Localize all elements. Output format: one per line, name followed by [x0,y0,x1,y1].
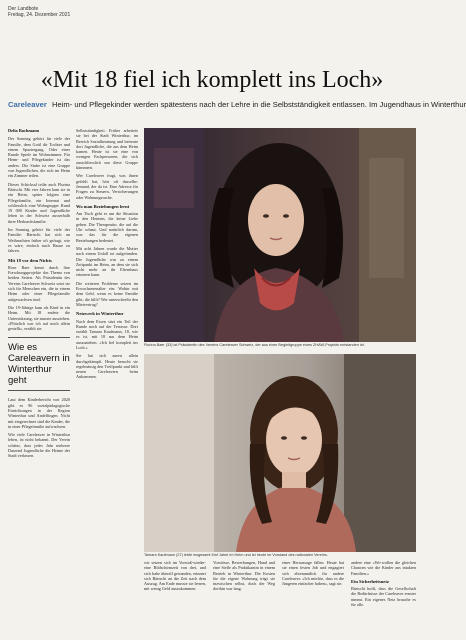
section-heading: Mit 18 vor dem Nichts [8,257,52,263]
headline: «Mit 18 fiel ich komplett ins Loch» [40,67,384,93]
paragraph: Vorstösse, Bewerbungen, Hand und eine Stelle als Praktikantin in einem Betrieb in Winterthur. Die Kosten für die eigene Wohnung trägt sie inzwischen selbst, doch der Weg dorthin war lang. [213,560,275,592]
paragraph: Dieses Schicksal teilte auch Flurina Bärtschi. Mit vier Jahren kam sie in ein Heim, später folgten eine Pflegefamilie, ein Internat und schliesslich eine Wohngruppe. Rund 19 000 Kinder und Jugendliche leben in der Schweiz ausserhalb ihrer Herkunftsfamilie. [8,181,70,224]
paragraph: Sie hat sich zuerst allein durchgekämpft. Heute besucht sie regelmässig den Treffpunkt und hilft neuen Careleavern beim Ankommen. [76,353,138,380]
article-column-1 [8,128,70,628]
paragraph: Der Sonntag gehört für viele der Familie, dem Gottl dir Tochter und einem Spaziergang. Oder einer Runde Spiele im Wohnzimmer. Für Heim- und Pflegekinder ist das anders. Die Stube ist eine Gruppe von Jugendlichen, die sich im Heim ein Zimmer teilen. [8,136,70,179]
author-byline: Delia Bachmann [8,128,40,133]
portrait-photo-1 [144,128,416,342]
subhead [8,100,466,110]
paragraph: Mit acht Jahren wurde die Mutter nach einem Unfall tot aufgefunden. Die Jugendliche war zu einem Zeitpunkt im Heim, an dem sie sich nicht mehr an ihr Elternhaus erinnern kann. [76,245,138,278]
section-heading: Wo man Beziehungen lernt [76,203,130,209]
paragraph: Nach dem Essen sitzt ein Teil der Runde noch auf der Terrasse. Dort erzählt Tamara Kaufmann, 18, wie es ist, mit 18 aus dem Heim auszuziehen. «Ich fiel komplett ins Loch.» [76,318,138,350]
photo-caption-2: Tamara Kaufmann (27) lebte insgesamt fünf Jahre im Heim und ist heute im Vorstand des nationalen Vereins. [144,553,328,557]
paragraph: Rose Baer kennt durch ihre Forschungsprojekte das Thema von beiden Seiten. Als Präsidentin des Vereins Careleaver Schweiz setzt sie sich für Menschen ein, die in einem Heim oder einer Pflegefamilie aufgewachsen sind. [8,264,70,302]
section-heading: Ein Sicherheitsnetz [351,578,389,584]
article-column-2 [76,128,138,628]
portrait-photo-2 [144,354,416,552]
paragraph: Selbstständigkeit. Früher arbeitete sie bei der Stadt Winterthur, im Bereich Sozialberatung und betreute dort Jugendliche, die aus dem Heim kamen. Heute ist sie eine von wenigen Fachpersonen, die sich ausschliesslich um diese Gruppe kümmern. [76,128,138,171]
issue-date: Freitag, 24. Dezember 2021 [8,12,71,18]
paragraph: Die 19-Jährige kam als Kind in ein Heim. Mit 18 endete die Unterstützung, sie musste ausziehen. «Plötzlich war ich auf mich allein gestellt», erzählt sie. [8,304,70,332]
paragraph: andere eine «Wo-wollen die gleichen Chancen wie die Kinder aus intakten Familien.» [351,560,416,576]
paper-name: Der Landbote [8,6,39,12]
paragraph: Am Tisch geht es um die Situation in den Heimen, die keine Liebe geben. Die Therapeutin, die auf die Uhr schaut. Und natürlich darum, was das für die eigenen Beziehungen bedeutet. [76,211,138,243]
subhead-text: Heim- und Pflegekinder werden spätestens nach der Lehre in die Selbstständigkeit entlassen. Im Jugendhaus in Winterthur [51,100,466,109]
article-column-5 [282,560,344,636]
kicker: Careleaver [8,100,47,109]
article-column-6 [351,560,416,636]
paragraph: Bärtschi hofft, dass die Gesellschaft die Bedürfnisse der Careleaver ernster nimmt. Ein eigenes Netz brauche es für alle. [351,586,416,608]
masthead [8,6,70,18]
paragraph: Wer Careleaver fragt, was ihnen gefehlt hat, hört oft dasselbe: Jemand, der da ist. Eine Adresse für Fragen zu Steuern, Versicherungen oder Wohnungssuche. [76,173,138,200]
paragraph: einer Heraussage fällen. Heute hat sie einen festen Job und engagiert sich ehrenamtlich für andere Careleaver. «Ich möchte, dass es die Jüngeren einfacher haben», sagt sie. [282,560,344,587]
paragraph: wir setzen sich im Vorstoß-wieder-eine Bildschirmzeit von drei, und sich habe überall gestanden, erinnert sich Bärtschi an die Zeit nach dem Auszug. Am Ende musste sie lernen, mit wenig Geld auszukommen. [144,560,206,592]
paragraph: Laut dem Kinderbericht von 2020 gibt es 96 sozialpädagogische Einrichtungen in der Region Winterthur und Andelfingen. Nicht mit eingerechnet sind die Kinder, die in einer Pflegefamilie aufwachsen. [8,397,70,429]
paragraph: Die weiteren Probleme setzen im Erwachsenenalter ein: Wohin mit dem Geld, wenn es keine Familie gibt, die hilft? Wer unterschreibt den Mietvertrag? [76,280,138,307]
paragraph: Wie viele Careleaver in Winterthur leben, ist nicht bekannt. Der Verein schätzt, dass jedes Jahr mehrere Dutzend Jugendliche die Heime der Stadt verlassen. [8,432,70,459]
article-column-3 [144,560,206,636]
article-column-4 [213,560,275,636]
section-heading: Netzwerk in Winterthur [76,311,124,317]
infobox-heading: Wie es Careleavern in Winterthur geht [8,337,70,391]
photo-caption-1: Flurina Baer (33) ist Präsidentin des Vereins Careleaver Schweiz, der aus einer Begleitgruppe eines ZHAW-Projekts entstanden ist. [144,343,365,347]
paragraph: Im Sonntag gehört für viele der Familie: Bärtschi hat sich an Weihnachten früher oft gefragt, wie es wäre, einfach nach Hause zu fahren. [8,227,70,254]
